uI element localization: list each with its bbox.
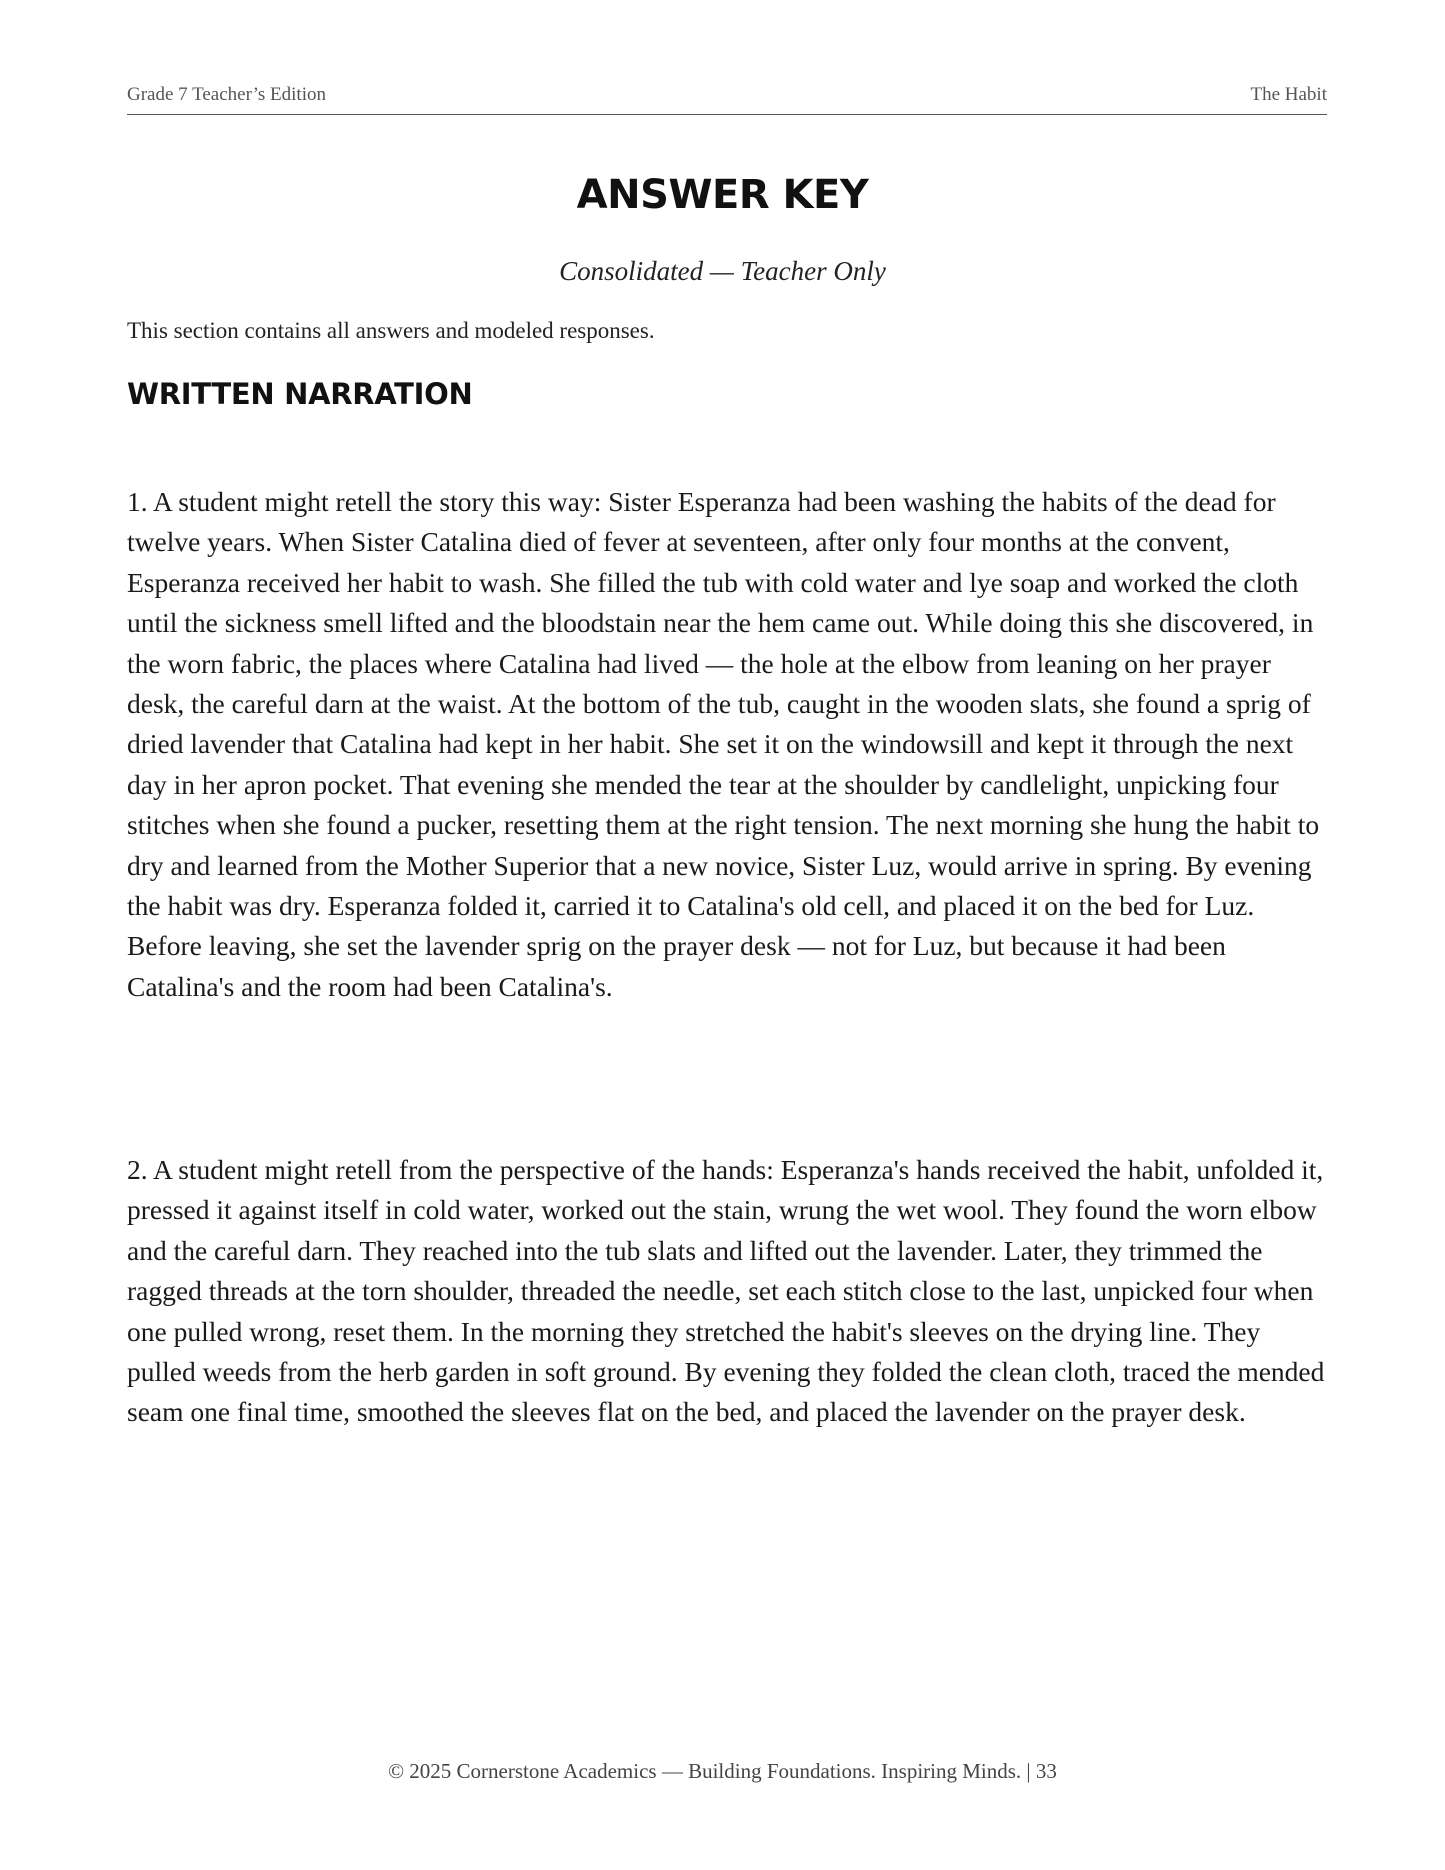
answer-paragraph-1: 1. A student might retell the story this way: Sister Esperanza had been washing the habits of the dead for twelve years. When Sister Catalina died of fever at seventeen, after only four months at the convent, Esperanza received her habit to wash. She filled the tub with cold water and lye soap and worked the cloth until the sickness smell lifted and the bloodstain near the hem came out. While doing this she discovered, in the worn fabric, the places where Catalina had lived — the hole at the elbow from leaning on her prayer desk, the careful darn at the waist. At the bottom of the tub, caught in the wooden slats, she found a sprig of dried lavender that Catalina had kept in her habit. She set it on the windowsill and kept it through the next day in her apron pocket. That evening she mended the tear at the shoulder by candlelight, unpicking four stitches when she found a pucker, resetting them at the right tension. The next morning she hung the habit to dry and learned from the Mother Superior that a new novice, Sister Luz, would arrive in spring. By evening the habit was dry. Esperanza folded it, carried it to Catalina's old cell, and placed it on the bed for Luz. Before leaving, she set the lavender sprig on the prayer desk — not for Luz, but because it had been Catalina's and the room had been Catalina's.: [127, 486, 1320, 1002]
page-subtitle: Consolidated — Teacher Only: [559, 256, 886, 286]
page-footer: © 2025 Cornerstone Academics — Building Foundations. Inspiring Minds. | 33: [388, 1759, 1057, 1783]
intro-text: This section contains all answers and modeled responses.: [127, 318, 655, 343]
page-title: ANSWER KEY: [576, 172, 869, 218]
header-story-title: The Habit: [1250, 84, 1327, 105]
header-grade-label: Grade 7 Teacher’s Edition: [127, 84, 326, 105]
running-header: [127, 84, 1327, 115]
answer-paragraph-2: 2. A student might retell from the perspective of the hands: Esperanza's hands received the habit, unfolded it, pressed it against itself in cold water, worked out the stain, wrung the wet wool. They found the worn elbow and the careful darn. They reached into the tub slats and lifted out the lavender. Later, they trimmed the ragged threads at the torn shoulder, threaded the needle, set each stitch close to the last, unpicked four when one pulled wrong, reset them. In the morning they stretched the habit's sleeves on the drying line. They pulled weeds from the herb garden in soft ground. By evening they folded the clean cloth, traced the mended seam one final time, smoothed the sleeves flat on the bed, and placed the lavender on the prayer desk.: [127, 1154, 1325, 1428]
section-heading: WRITTEN NARRATION: [127, 377, 473, 411]
